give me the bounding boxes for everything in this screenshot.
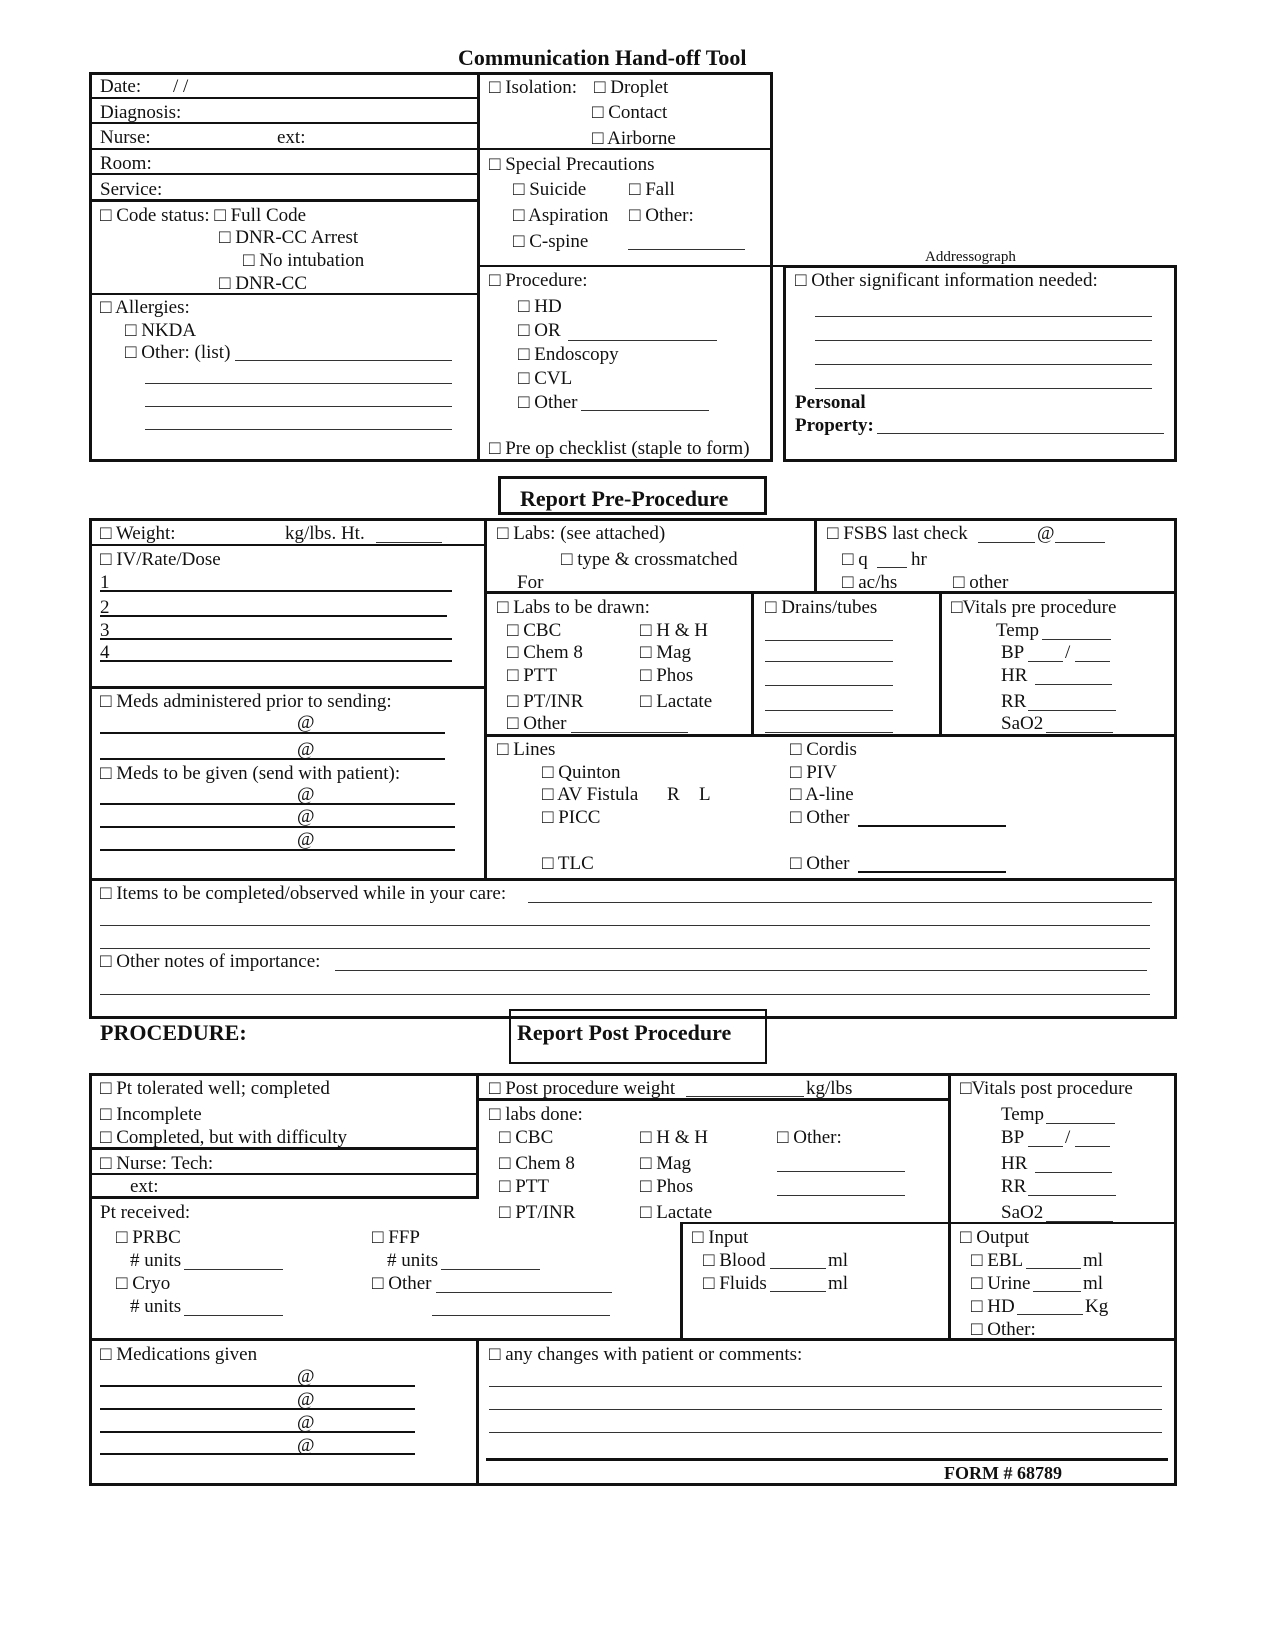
ffp-checkbox[interactable]: □ FFP: [372, 1227, 420, 1248]
fsbs-other-checkbox[interactable]: □ other: [953, 572, 1009, 593]
no-intubation-checkbox[interactable]: □ No intubation: [243, 250, 365, 271]
blood-checkbox[interactable]: □ Blood: [703, 1250, 766, 1271]
precaution-other-checkbox[interactable]: □ Other:: [629, 205, 694, 226]
difficulty-checkbox[interactable]: □ Completed, but with difficulty: [100, 1127, 348, 1148]
iv-line-1-num: 1: [100, 572, 110, 593]
post-meds-at-2: @: [297, 1389, 315, 1410]
form-title: Communication Hand-off Tool: [458, 45, 747, 70]
pre-lab-other-checkbox[interactable]: □ Other: [507, 713, 567, 734]
meds-prior-at-2: @: [297, 739, 315, 760]
pre-ptt-checkbox[interactable]: □ PTT: [507, 665, 558, 686]
post-meds-at-1: @: [297, 1366, 315, 1387]
pre-ptinr-checkbox[interactable]: □ PT/INR: [507, 691, 584, 712]
ebl-checkbox[interactable]: □ EBL: [971, 1250, 1024, 1271]
post-procedure-header: Report Post Procedure: [517, 1020, 732, 1045]
nurse-ext-label: ext:: [277, 127, 306, 148]
code-status-checkbox[interactable]: □ Code status: □ Full Code: [100, 205, 307, 226]
aspiration-checkbox[interactable]: □ Aspiration: [513, 205, 609, 226]
special-precautions-checkbox[interactable]: □ Special Precautions: [489, 154, 655, 175]
for-label: For: [517, 572, 544, 593]
vitals-pre-checkbox[interactable]: □Vitals pre procedure: [951, 597, 1117, 618]
pre-procedure-header: Report Pre-Procedure: [520, 486, 729, 511]
post-hd-checkbox[interactable]: □ HD: [971, 1296, 1015, 1317]
meds-given-checkbox[interactable]: □ Meds to be given (send with patient):: [100, 763, 401, 784]
tlc-checkbox[interactable]: □ TLC: [542, 853, 594, 874]
input-checkbox[interactable]: □ Input: [692, 1227, 749, 1248]
fsbs-checkbox[interactable]: □ FSBS last check: [827, 523, 968, 544]
post-ptt-checkbox[interactable]: □ PTT: [499, 1176, 550, 1197]
pre-chem8-checkbox[interactable]: □ Chem 8: [507, 642, 583, 663]
room-label: Room:: [100, 153, 152, 174]
other-notes-checkbox[interactable]: □ Other notes of importance:: [100, 951, 321, 972]
ebl-ml-label: ml: [1083, 1250, 1104, 1271]
labs-attached-checkbox[interactable]: □ Labs: (see attached): [497, 523, 666, 544]
dnr-cc-arrest-checkbox[interactable]: □ DNR-CC Arrest: [219, 227, 359, 248]
pre-rr-label: RR: [1001, 691, 1027, 712]
picc-checkbox[interactable]: □ PICC: [542, 807, 601, 828]
type-crossmatched-checkbox[interactable]: □ type & crossmatched: [561, 549, 738, 570]
post-weight-checkbox[interactable]: □ Post procedure weight: [489, 1078, 676, 1099]
urine-ml-label: ml: [1083, 1273, 1104, 1294]
procedure-heading: PROCEDURE:: [100, 1020, 247, 1045]
output-checkbox[interactable]: □ Output: [960, 1227, 1030, 1248]
post-hh-checkbox[interactable]: □ H & H: [640, 1127, 708, 1148]
post-rr-label: RR: [1001, 1176, 1027, 1197]
blood-ml-label: ml: [828, 1250, 849, 1271]
pre-hh-checkbox[interactable]: □ H & H: [640, 620, 708, 641]
aline-checkbox[interactable]: □ A-line: [790, 784, 854, 805]
personal-label: Personal: [795, 392, 866, 413]
fluids-ml-label: ml: [828, 1273, 849, 1294]
hd-kg-label: Kg: [1085, 1296, 1109, 1317]
nkda-checkbox[interactable]: □ NKDA: [125, 320, 197, 341]
post-chem8-checkbox[interactable]: □ Chem 8: [499, 1153, 575, 1174]
urine-checkbox[interactable]: □ Urine: [971, 1273, 1031, 1294]
post-mag-checkbox[interactable]: □ Mag: [640, 1153, 692, 1174]
dnr-cc-checkbox[interactable]: □ DNR-CC: [219, 273, 308, 294]
post-ext-label: ext:: [130, 1176, 159, 1197]
post-lactate-checkbox[interactable]: □ Lactate: [640, 1202, 713, 1223]
diagnosis-label: Diagnosis:: [100, 102, 182, 123]
fall-checkbox[interactable]: □ Fall: [629, 179, 675, 200]
iv-line-4-num: 4: [100, 642, 110, 663]
suicide-checkbox[interactable]: □ Suicide: [513, 179, 587, 200]
post-bp-slash: /: [1065, 1127, 1071, 1148]
pre-phos-checkbox[interactable]: □ Phos: [640, 665, 694, 686]
pre-bp-label: BP: [1001, 642, 1025, 663]
nurse-tech-checkbox[interactable]: □ Nurse: Tech:: [100, 1153, 214, 1174]
hd-checkbox[interactable]: □ HD: [518, 296, 562, 317]
post-meds-at-4: @: [297, 1435, 315, 1456]
changes-comments-checkbox[interactable]: □ any changes with patient or comments:: [489, 1344, 803, 1365]
iv-line-3-num: 3: [100, 620, 110, 641]
post-cbc-checkbox[interactable]: □ CBC: [499, 1127, 554, 1148]
date-label: Date:: [100, 76, 142, 97]
cspine-checkbox[interactable]: □ C-spine: [513, 231, 589, 252]
fluids-checkbox[interactable]: □ Fluids: [703, 1273, 767, 1294]
post-lab-other-checkbox[interactable]: □ Other:: [777, 1127, 842, 1148]
pre-temp-label: Temp: [996, 620, 1039, 641]
cryo-units-label: # units: [130, 1296, 182, 1317]
date-slashes: / /: [173, 76, 189, 97]
post-temp-label: Temp: [1001, 1104, 1044, 1125]
hr-label: hr: [911, 549, 927, 570]
meds-given-at-3: @: [297, 829, 315, 850]
av-fistula-checkbox[interactable]: □ AV Fistula: [542, 784, 639, 805]
property-label: Property:: [795, 415, 874, 436]
labs-drawn-checkbox[interactable]: □ Labs to be drawn:: [497, 597, 650, 618]
pre-sao2-label: SaO2: [1001, 713, 1044, 734]
nurse-label: Nurse:: [100, 127, 151, 148]
drains-tubes-checkbox[interactable]: □ Drains/tubes: [765, 597, 878, 618]
isolation-checkbox[interactable]: □ Isolation:: [489, 77, 577, 98]
allergies-checkbox[interactable]: □ Allergies:: [100, 297, 190, 318]
piv-checkbox[interactable]: □ PIV: [790, 762, 837, 783]
ffp-units-label: # units: [387, 1250, 439, 1271]
fsbs-at: @: [1037, 523, 1055, 544]
medications-given-checkbox[interactable]: □ Medications given: [100, 1344, 258, 1365]
tolerated-checkbox[interactable]: □ Pt tolerated well; completed: [100, 1078, 330, 1099]
received-other-checkbox[interactable]: □ Other: [372, 1273, 432, 1294]
meds-given-at-2: @: [297, 806, 315, 827]
other-info-checkbox[interactable]: □ Other significant information needed:: [795, 270, 1098, 291]
cryo-checkbox[interactable]: □ Cryo: [116, 1273, 171, 1294]
or-checkbox[interactable]: □ OR: [518, 320, 561, 341]
contact-checkbox[interactable]: □ Contact: [592, 102, 668, 123]
post-meds-at-3: @: [297, 1412, 315, 1433]
lines-other-1-checkbox[interactable]: □ Other: [790, 807, 850, 828]
pre-bp-slash: /: [1065, 642, 1071, 663]
output-other-checkbox[interactable]: □ Other:: [971, 1319, 1036, 1340]
cvl-checkbox[interactable]: □ CVL: [518, 368, 573, 389]
airborne-checkbox[interactable]: □ Airborne: [592, 128, 676, 149]
addressograph-label: Addressograph: [925, 249, 1016, 265]
pre-cbc-checkbox[interactable]: □ CBC: [507, 620, 562, 641]
labs-done-checkbox[interactable]: □ labs done:: [489, 1104, 583, 1125]
cordis-checkbox[interactable]: □ Cordis: [790, 739, 857, 760]
allergies-other-checkbox[interactable]: □ Other: (list): [125, 342, 231, 363]
weight-units-label: kg/lbs. Ht.: [285, 523, 365, 544]
pre-lactate-checkbox[interactable]: □ Lactate: [640, 691, 713, 712]
post-sao2-label: SaO2: [1001, 1202, 1044, 1223]
prbc-units-label: # units: [130, 1250, 182, 1271]
lines-checkbox[interactable]: □ Lines: [497, 739, 556, 760]
meds-prior-at-1: @: [297, 712, 315, 733]
meds-given-at-1: @: [297, 784, 315, 805]
pre-hr-label: HR: [1001, 665, 1028, 686]
post-phos-checkbox[interactable]: □ Phos: [640, 1176, 694, 1197]
items-completed-checkbox[interactable]: □ Items to be completed/observed while in your care:: [100, 883, 507, 904]
iv-checkbox[interactable]: □ IV/Rate/Dose: [100, 549, 221, 570]
service-label: Service:: [100, 179, 163, 200]
post-weight-units: kg/lbs: [806, 1078, 853, 1099]
post-hr-label: HR: [1001, 1153, 1028, 1174]
av-right-label: R: [667, 784, 680, 805]
achs-checkbox[interactable]: □ ac/hs: [842, 572, 898, 593]
droplet-checkbox[interactable]: □ Droplet: [594, 77, 669, 98]
meds-prior-checkbox[interactable]: □ Meds administered prior to sending:: [100, 691, 392, 712]
pt-received-label: Pt received:: [100, 1202, 191, 1223]
procedure-other-checkbox[interactable]: □ Other: [518, 392, 578, 413]
q-hr-checkbox[interactable]: □ q: [842, 549, 868, 570]
incomplete-checkbox[interactable]: □ Incomplete: [100, 1104, 202, 1125]
prbc-checkbox[interactable]: □ PRBC: [116, 1227, 181, 1248]
vitals-post-checkbox[interactable]: □Vitals post procedure: [960, 1078, 1133, 1099]
form-number: FORM # 68789: [944, 1463, 1062, 1483]
pre-mag-checkbox[interactable]: □ Mag: [640, 642, 692, 663]
av-left-label: L: [699, 784, 711, 805]
weight-checkbox[interactable]: □ Weight:: [100, 523, 176, 544]
post-ptinr-checkbox[interactable]: □ PT/INR: [499, 1202, 576, 1223]
preop-checklist-checkbox[interactable]: □ Pre op checklist (staple to form): [489, 438, 750, 459]
endoscopy-checkbox[interactable]: □ Endoscopy: [518, 344, 619, 365]
post-bp-label: BP: [1001, 1127, 1025, 1148]
quinton-checkbox[interactable]: □ Quinton: [542, 762, 621, 783]
iv-line-2-num: 2: [100, 597, 110, 618]
procedure-checkbox[interactable]: □ Procedure:: [489, 270, 588, 291]
lines-other-2-checkbox[interactable]: □ Other: [790, 853, 850, 874]
